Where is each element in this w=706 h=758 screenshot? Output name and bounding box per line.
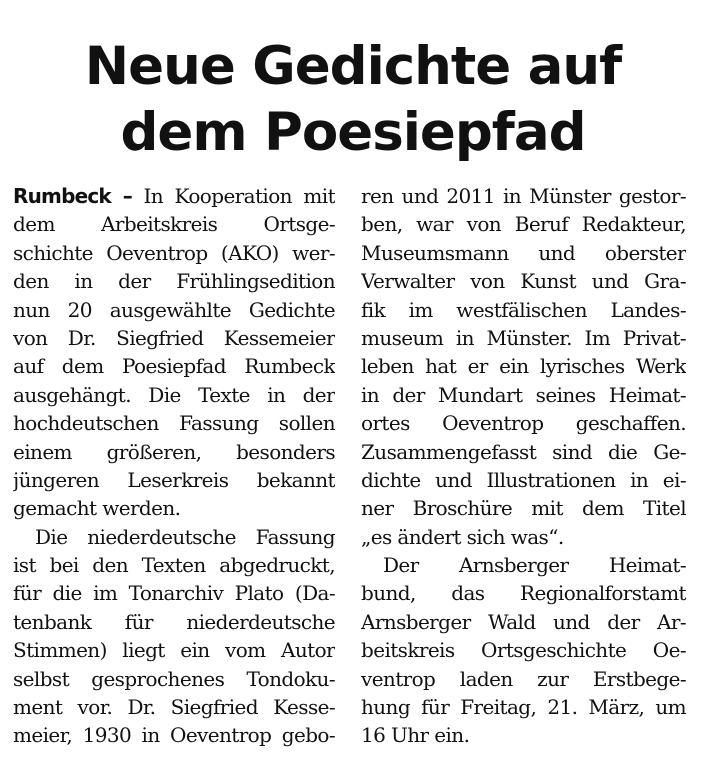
body-line: Rumbeck – In Kooperation mit	[13, 184, 335, 208]
article-column-left	[13, 182, 335, 750]
body-line: ment vor. Dr. Siegfried Kesse-	[13, 695, 335, 720]
body-line: tenbank für niederdeutsche	[13, 609, 335, 634]
body-line: für die im Tonarchiv Plato (Da-	[13, 581, 335, 606]
body-line: ner Broschüre mit dem Titel	[361, 496, 686, 521]
body-line: dichte und Illustrationen in ei-	[361, 467, 686, 492]
body-line: bund, das Regionalforstamt	[361, 581, 686, 606]
body-line: Zusammengefasst sind die Ge-	[361, 439, 686, 464]
body-line: gemacht werden.	[13, 496, 181, 521]
body-line: in der Mundart seines Heimat-	[361, 382, 686, 407]
body-line: auf dem Poesiepfad Rumbeck	[13, 354, 335, 379]
body-line: nun 20 ausgewählte Gedichte	[13, 297, 335, 322]
body-line: Verwalter von Kunst und Gra-	[361, 269, 686, 294]
body-line: selbst gesprochenes Tondoku-	[13, 666, 335, 691]
body-line: den in der Frühlingsedition	[13, 269, 335, 294]
headline-line-1: Neue Gedichte auf	[84, 36, 622, 97]
body-line: ben, war von Beruf Redakteur,	[361, 212, 686, 237]
body-line: dem Arbeitskreis Ortsge-	[13, 212, 335, 237]
body-line: ventrop laden zur Erstbege-	[361, 666, 686, 691]
body-line: Arnsberger Wald und der Ar-	[361, 609, 686, 634]
headline	[0, 34, 706, 166]
body-line: ausgehängt. Die Texte in der	[13, 382, 335, 407]
body-line: beitskreis Ortsgeschichte Oe-	[361, 638, 686, 663]
body-line: jüngeren Leserkreis bekannt	[13, 467, 335, 492]
headline-line-2: dem Poesiepfad	[120, 102, 586, 163]
body-line: hung für Freitag, 21. März, um	[361, 695, 686, 720]
body-line: Stimmen) liegt ein vom Autor	[13, 638, 335, 663]
body-line: meier, 1930 in Oeventrop gebo-	[13, 723, 335, 748]
body-line: schichte Oeventrop (AKO) wer-	[13, 240, 335, 265]
body-line: museum in Münster. Im Privat-	[361, 325, 686, 350]
body-line: einem größeren, besonders	[13, 439, 335, 464]
body-line: 16 Uhr ein.	[361, 723, 470, 748]
dateline: Rumbeck –	[13, 184, 133, 208]
body-line: ren und 2011 in Münster gestor-	[361, 184, 686, 208]
body-line: Museumsmann und oberster	[361, 240, 686, 265]
body-line: ist bei den Texten abgedruckt,	[13, 553, 335, 578]
body-line: Die niederdeutsche Fassung	[35, 524, 335, 549]
body-line: hochdeutschen Fassung sollen	[13, 411, 335, 436]
body-line: ortes Oeventrop geschaffen.	[361, 411, 686, 436]
body-line: fik im westfälischen Landes-	[361, 297, 686, 322]
article-column-right	[361, 182, 686, 750]
body-line: Der Arnsberger Heimat-	[383, 553, 686, 578]
body-line: leben hat er ein lyrisches Werk	[361, 354, 686, 379]
body-line: „es ändert sich was“.	[361, 524, 564, 549]
body-line: von Dr. Siegfried Kessemeier	[13, 325, 335, 350]
